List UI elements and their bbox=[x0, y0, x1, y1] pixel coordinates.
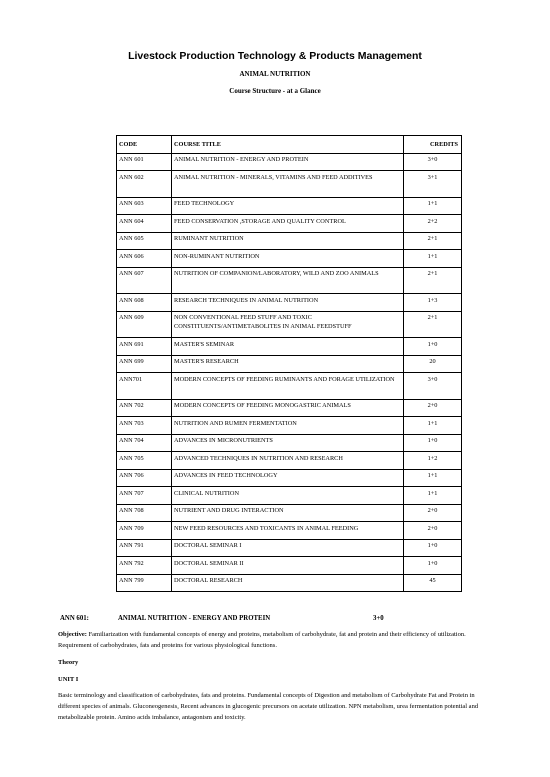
objective-paragraph bbox=[58, 629, 498, 651]
course-code: ANN 708 bbox=[117, 504, 172, 522]
course-title: MASTER'S RESEARCH bbox=[172, 355, 404, 373]
course-credits: 1+3 bbox=[404, 294, 462, 312]
course-credits: 1+1 bbox=[404, 487, 462, 505]
course-title: NUTRIENT AND DRUG INTERACTION bbox=[172, 504, 404, 522]
course-code: ANN 707 bbox=[117, 487, 172, 505]
course-code: ANN 791 bbox=[117, 539, 172, 557]
course-code: ANN 603 bbox=[117, 197, 172, 215]
course-title: MODERN CONCEPTS OF FEEDING RUMINANTS AND FORAGE UTILIZATION bbox=[172, 373, 404, 400]
course-credits: 2+1 bbox=[404, 311, 462, 338]
course-code: ANN 709 bbox=[117, 522, 172, 540]
table-row bbox=[117, 355, 462, 373]
course-title: DOCTORAL RESEARCH bbox=[172, 574, 404, 592]
table-row bbox=[117, 434, 462, 452]
course-credits: 2+1 bbox=[404, 267, 462, 294]
course-credits: 1+0 bbox=[404, 557, 462, 575]
course-credits: 1+1 bbox=[404, 197, 462, 215]
course-code: ANN 604 bbox=[117, 215, 172, 233]
course-code: ANN 691 bbox=[117, 338, 172, 356]
table-row bbox=[117, 232, 462, 250]
course-title: FEED TECHNOLOGY bbox=[172, 197, 404, 215]
table-row bbox=[117, 574, 462, 592]
course-code: ANN 706 bbox=[117, 469, 172, 487]
table-row bbox=[117, 171, 462, 198]
course-credits: 2+2 bbox=[404, 215, 462, 233]
table-row bbox=[117, 311, 462, 338]
course-structure-heading: Course Structure - at a Glance bbox=[229, 87, 321, 95]
course-code: ANN 601 bbox=[117, 153, 172, 171]
course-title: RUMINANT NUTRITION bbox=[172, 232, 404, 250]
objective-label: Objective: bbox=[58, 631, 87, 638]
course-code: ANN701 bbox=[117, 373, 172, 400]
course-code: ANN 699 bbox=[117, 355, 172, 373]
theory-heading: Theory bbox=[58, 659, 79, 666]
table-row bbox=[117, 487, 462, 505]
table-row bbox=[117, 338, 462, 356]
course-title: MASTER'S SEMINAR bbox=[172, 338, 404, 356]
course-code: ANN 609 bbox=[117, 311, 172, 338]
course-credits: 1+1 bbox=[404, 417, 462, 435]
course-code: ANN 705 bbox=[117, 452, 172, 470]
column-header-code: CODE bbox=[117, 136, 172, 154]
course-credits: 45 bbox=[404, 574, 462, 592]
document-title: Livestock Production Technology & Products Management bbox=[128, 50, 422, 62]
course-title: NUTRITION OF COMPANION/LABORATORY, WILD AND ZOO ANIMALS bbox=[172, 267, 404, 294]
table-row bbox=[117, 267, 462, 294]
course-credits: 1+1 bbox=[404, 250, 462, 268]
course-code: ANN 602 bbox=[117, 171, 172, 198]
course-code: ANN 703 bbox=[117, 417, 172, 435]
course-code: ANN 792 bbox=[117, 557, 172, 575]
course-credits: 1+0 bbox=[404, 434, 462, 452]
course-credits: 2+0 bbox=[404, 399, 462, 417]
table-row bbox=[117, 197, 462, 215]
course-table bbox=[116, 135, 462, 592]
section-course-title: ANIMAL NUTRITION - ENERGY AND PROTEIN bbox=[118, 615, 271, 622]
table-row bbox=[117, 294, 462, 312]
course-credits: 3+1 bbox=[404, 171, 462, 198]
course-credits: 1+0 bbox=[404, 539, 462, 557]
course-code: ANN 702 bbox=[117, 399, 172, 417]
table-row bbox=[117, 417, 462, 435]
course-title: ADVANCES IN MICRONUTRIENTS bbox=[172, 434, 404, 452]
course-title: NEW FEED RESOURCES AND TOXICANTS IN ANIMAL FEEDING bbox=[172, 522, 404, 540]
course-title: CLINICAL NUTRITION bbox=[172, 487, 404, 505]
column-header-title: COURSE TITLE bbox=[172, 136, 404, 154]
table-row bbox=[117, 539, 462, 557]
course-title: MODERN CONCEPTS OF FEEDING MONOGASTRIC ANIMALS bbox=[172, 399, 404, 417]
course-title: NON-RUMINANT NUTRITION bbox=[172, 250, 404, 268]
table-row bbox=[117, 504, 462, 522]
objective-text: Familiarization with fundamental concepts of energy and proteins, metabolism of carbohydrate, fat and protein and their efficiency of utilization. Requirement of carbohydrates, fats and proteins for various physiological functions. bbox=[58, 631, 466, 649]
table-header-row bbox=[117, 136, 462, 154]
course-credits: 2+1 bbox=[404, 232, 462, 250]
unit-description: Basic terminology and classification of carbohydrates, fats and proteins. Fundamental concepts of Digestion and metabolism of Carbohydrate Fat and Protein in different species of animals. Gluconeogenesis, Recent advances in glucogenic precursors on acetate utilization. NPN metabolism, urea fermentation potential and metabolizable protein. Amino acids imbalance, antagonism and toxicity. bbox=[58, 692, 479, 721]
table-row bbox=[117, 215, 462, 233]
table-row bbox=[117, 399, 462, 417]
table-row bbox=[117, 452, 462, 470]
course-credits: 3+0 bbox=[404, 373, 462, 400]
course-title: FEED CONSERVATION ,STORAGE AND QUALITY CONTROL bbox=[172, 215, 404, 233]
table-row bbox=[117, 153, 462, 171]
course-title: RESEARCH TECHNIQUES IN ANIMAL NUTRITION bbox=[172, 294, 404, 312]
table-row bbox=[117, 522, 462, 540]
course-credits: 2+0 bbox=[404, 504, 462, 522]
course-title: DOCTORAL SEMINAR I bbox=[172, 539, 404, 557]
course-credits: 2+0 bbox=[404, 522, 462, 540]
table-row bbox=[117, 373, 462, 400]
section-course-code: ANN 601: bbox=[60, 615, 89, 622]
course-code: ANN 704 bbox=[117, 434, 172, 452]
course-credits: 3+0 bbox=[404, 153, 462, 171]
course-code: ANN 606 bbox=[117, 250, 172, 268]
table-row bbox=[117, 469, 462, 487]
table-row bbox=[117, 250, 462, 268]
department-heading: ANIMAL NUTRITION bbox=[239, 70, 311, 78]
course-code: ANN 607 bbox=[117, 267, 172, 294]
course-credits: 1+1 bbox=[404, 469, 462, 487]
course-code: ANN 605 bbox=[117, 232, 172, 250]
course-title: ANIMAL NUTRITION - MINERALS, VITAMINS AND FEED ADDITIVES bbox=[172, 171, 404, 198]
course-title: ADVANCED TECHNIQUES IN NUTRITION AND RESEARCH bbox=[172, 452, 404, 470]
table-row bbox=[117, 557, 462, 575]
course-code: ANN 799 bbox=[117, 574, 172, 592]
course-table-body bbox=[117, 153, 462, 592]
course-title: DOCTORAL SEMINAR II bbox=[172, 557, 404, 575]
course-title: NUTRITION AND RUMEN FERMENTATION bbox=[172, 417, 404, 435]
section-course-credits: 3+0 bbox=[373, 615, 384, 622]
column-header-credits: CREDITS bbox=[404, 136, 462, 154]
course-credits: 1+2 bbox=[404, 452, 462, 470]
unit-heading: UNIT I bbox=[58, 676, 79, 683]
course-title: ADVANCES IN FEED TECHNOLOGY bbox=[172, 469, 404, 487]
course-title: ANIMAL NUTRITION - ENERGY AND PROTEIN bbox=[172, 153, 404, 171]
course-title: NON CONVENTIONAL FEED STUFF AND TOXIC CONSTITUENTS/ANTIMETABOLITES IN ANIMAL FEEDSTUFF bbox=[172, 311, 404, 338]
course-credits: 1+0 bbox=[404, 338, 462, 356]
course-code: ANN 608 bbox=[117, 294, 172, 312]
course-credits: 20 bbox=[404, 355, 462, 373]
